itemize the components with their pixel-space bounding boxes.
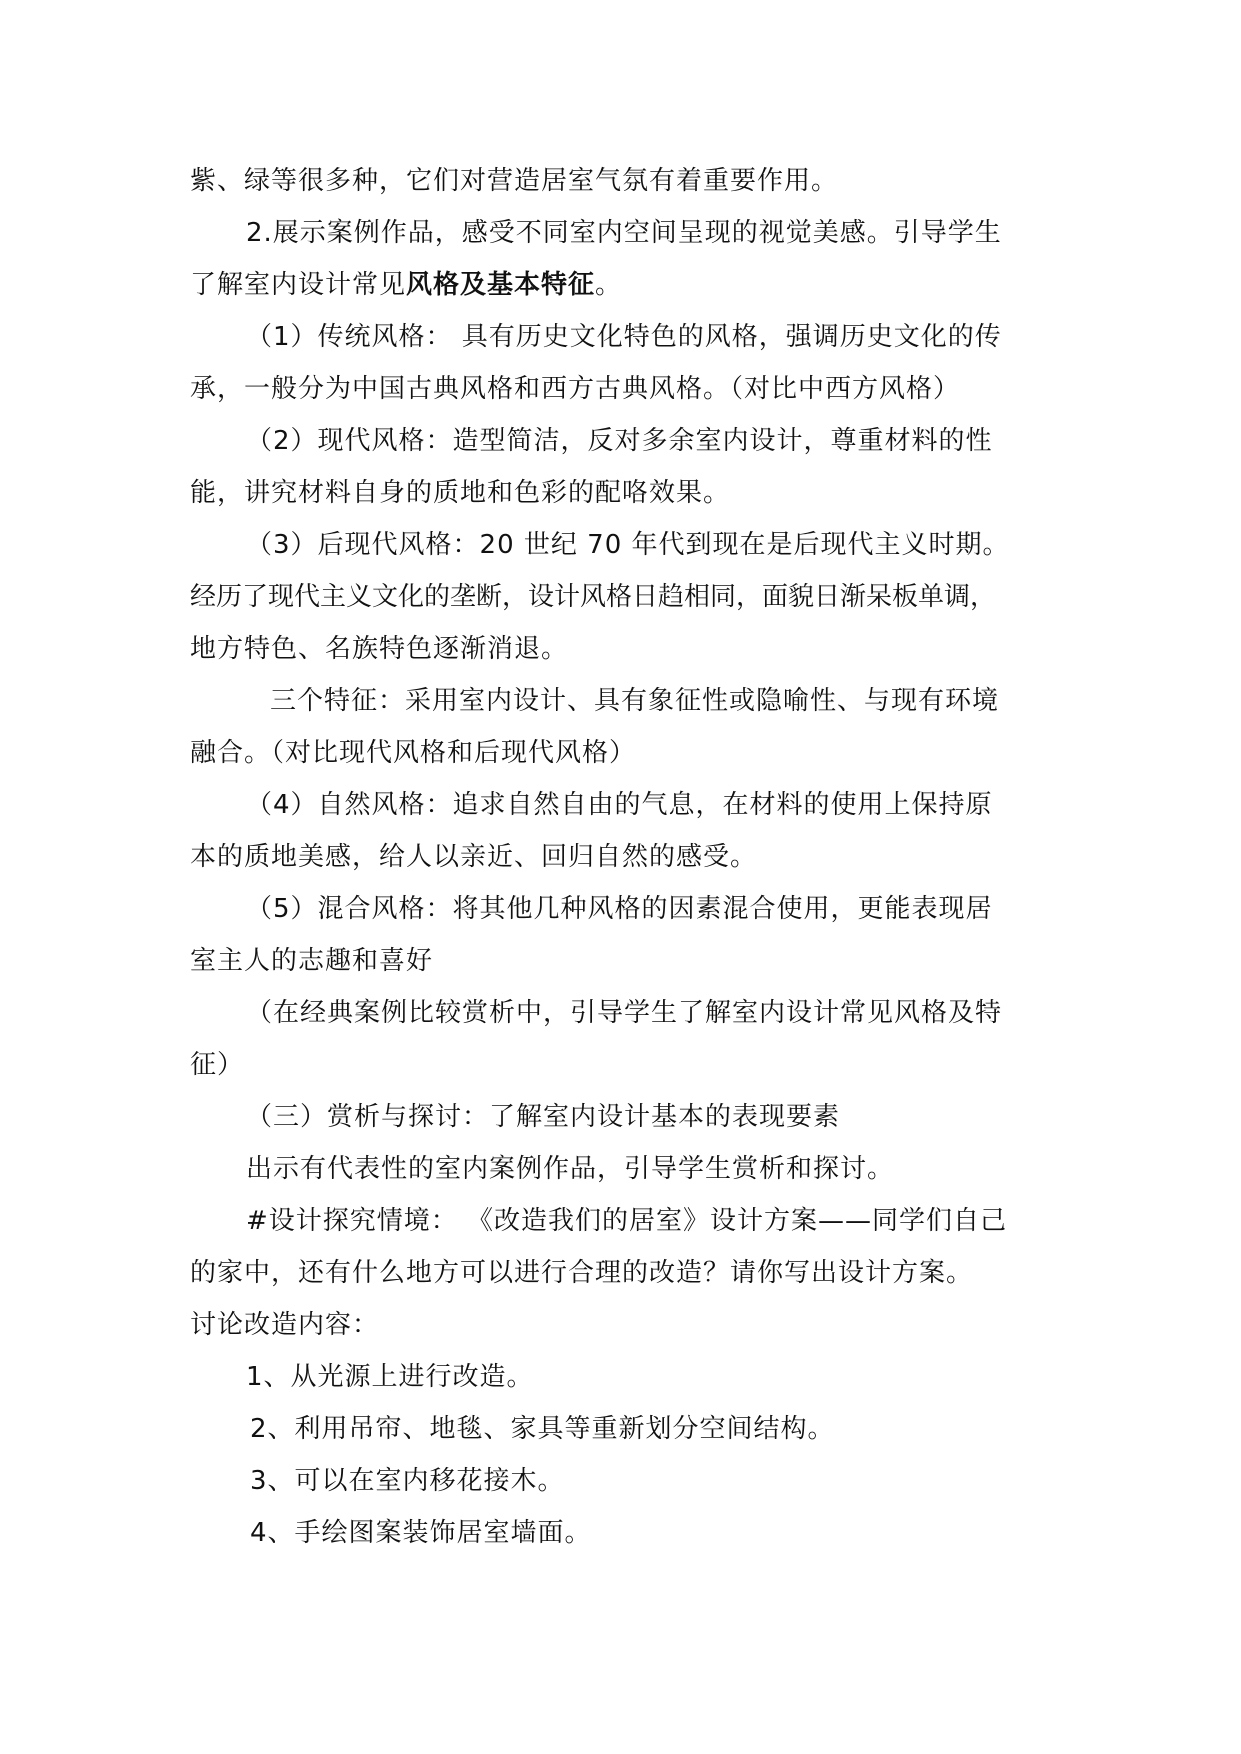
text-line-11: 三个特征：采用室内设计、具有象征性或隐喻性、与现有环境 xyxy=(270,686,1000,716)
text-line-17: （在经典案例比较赏析中，引导学生了解室内设计常见风格及特 xyxy=(246,998,1003,1028)
text-line-9: 经历了现代主义文化的垄断，设计风格日趋相同，面貌日渐呆板单调， xyxy=(190,582,997,612)
list-item-2: 2、利用吊帘、地毯、家具等重新划分空间结构。 xyxy=(250,1414,835,1444)
list-item-3: 3、可以在室内移花接木。 xyxy=(250,1466,565,1496)
text-line-4: （1）传统风格： 具有历史文化特色的风格，强调历史文化的传 xyxy=(246,322,1002,352)
text-line-12: 融合。（对比现代风格和后现代风格） xyxy=(190,738,637,768)
text-line-5: 承，一般分为中国古典风格和西方古典风格。（对比中西方风格） xyxy=(190,374,961,404)
list-item-1: 1、从光源上进行改造。 xyxy=(246,1362,534,1392)
text-line-3 xyxy=(190,268,622,302)
emphasis-style-features: 风格及基本特征 xyxy=(406,270,596,300)
text-line-1: 紫、绿等很多种，它们对营造居室气氛有着重要作用。 xyxy=(190,166,839,196)
text-line-7: 能，讲究材料自身的质地和色彩的配咯效果。 xyxy=(190,478,731,508)
text-line-14: 本的质地美感，给人以亲近、回归自然的感受。 xyxy=(190,842,758,872)
text-line-20: 出示有代表性的室内案例作品，引导学生赏析和探讨。 xyxy=(246,1154,895,1184)
section-heading-appreciation: （三）赏析与探讨：了解室内设计基本的表现要素 xyxy=(246,1102,841,1132)
list-item-4: 4、手绘图案装饰居室墙面。 xyxy=(250,1518,592,1548)
text-line-8: （3）后现代风格：20 世纪 70 年代到现在是后现代主义时期。 xyxy=(246,530,1010,560)
text-line-10: 地方特色、名族特色逐渐消退。 xyxy=(190,634,569,664)
text-line-6: （2）现代风格：造型简洁，反对多余室内设计，尊重材料的性 xyxy=(246,426,993,456)
text-line-13: （4）自然风格：追求自然自由的气息，在材料的使用上保持原 xyxy=(246,790,993,820)
text-line-15: （5）混合风格：将其他几种风格的因素混合使用，更能表现居 xyxy=(246,894,993,924)
text-line-22: 的家中，还有什么地方可以进行合理的改造？请你写出设计方案。 xyxy=(190,1258,974,1288)
text-line-2: 2.展示案例作品，感受不同室内空间呈现的视觉美感。引导学生 xyxy=(246,218,1002,248)
text-line-16: 室主人的志趣和喜好 xyxy=(190,946,434,976)
text-line-18: 征） xyxy=(190,1050,245,1080)
text-line-3-end: 。 xyxy=(595,270,623,300)
text-line-23: 讨论改造内容： xyxy=(190,1310,380,1340)
text-line-21: #设计探究情境： 《改造我们的居室》设计方案——同学们自己 xyxy=(246,1206,1008,1236)
text-line-3-start: 了解室内设计常见 xyxy=(190,270,407,300)
